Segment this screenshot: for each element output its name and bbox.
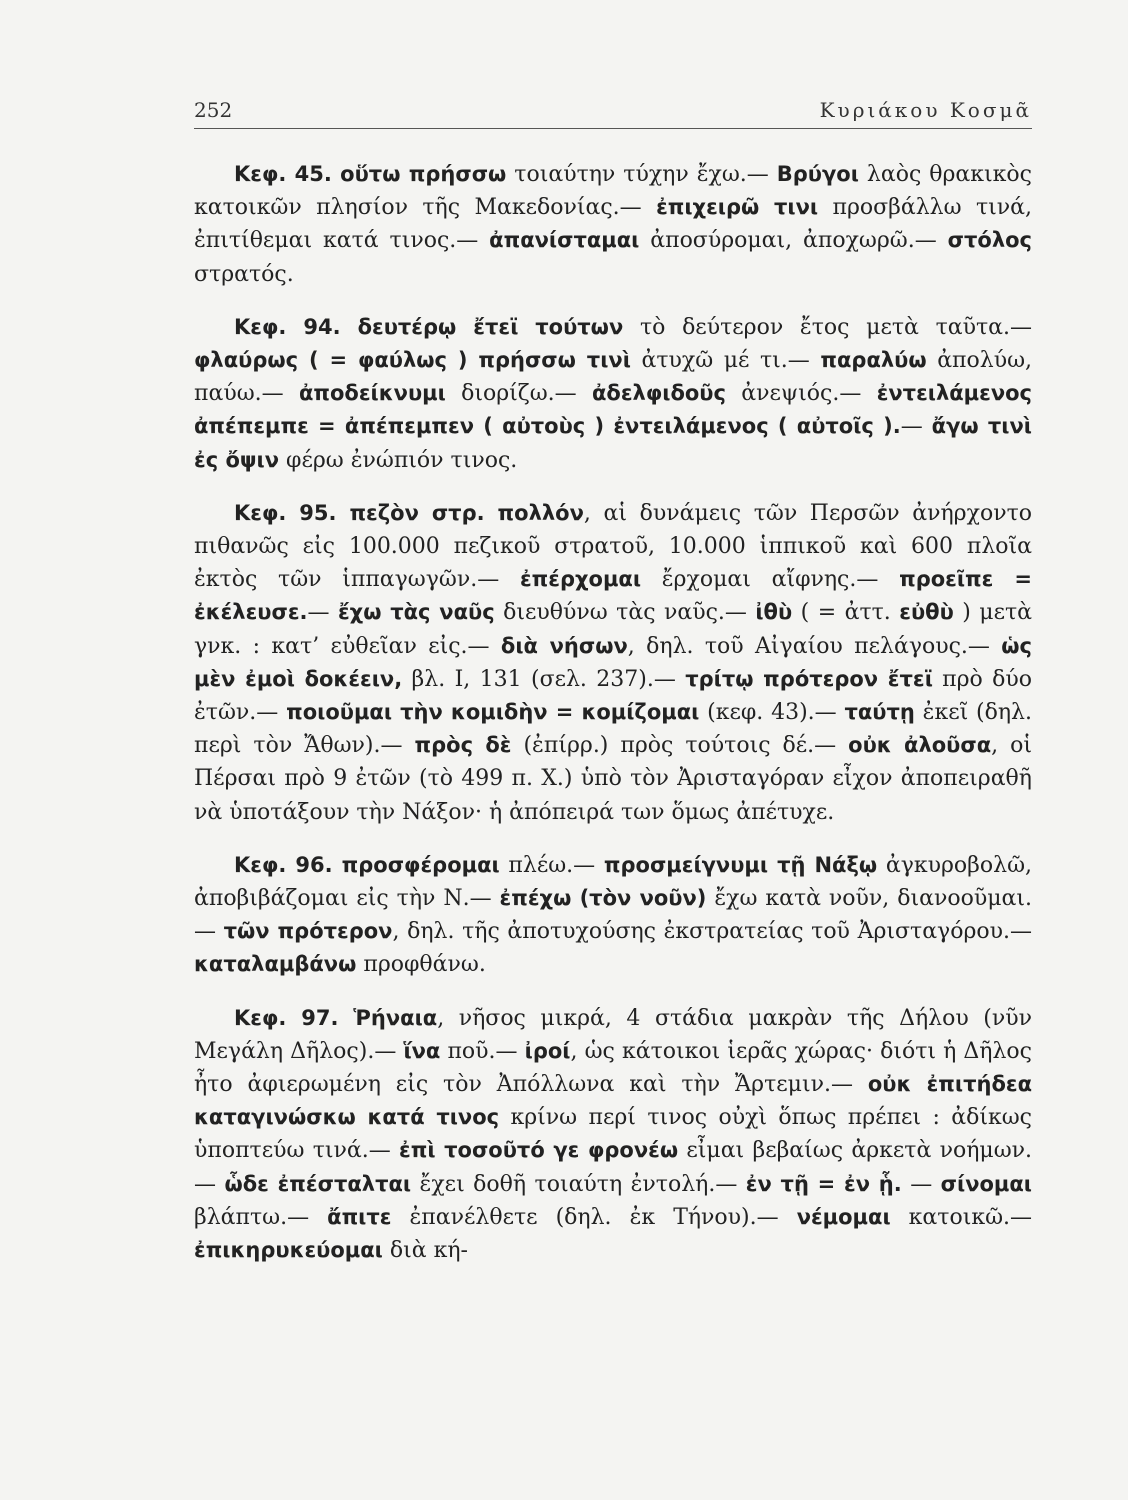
page-header [194, 98, 1032, 122]
headword: παραλύω [820, 348, 927, 373]
gloss-text: στρατός. [194, 261, 294, 287]
gloss-text: βλάπτω.— [194, 1204, 328, 1230]
gloss-text: ( = ἀττ. [792, 600, 900, 626]
gloss-text: , δηλ. τῆς ἀποτυχούσης ἐκστρατείας τοῦ Ἀρισταγόρου.— [392, 919, 1032, 945]
header-rule [194, 128, 1032, 129]
gloss-text: ἔχει δοθῆ τοιαύτη ἐντολή.— [411, 1171, 746, 1197]
headword: Κεφ. 97. Ῥήναια [234, 1005, 438, 1030]
gloss-text: — [901, 1171, 941, 1197]
gloss-text: ἐκεῖ (δηλ. περὶ τὸν Ἄθων).— [194, 700, 1032, 759]
gloss-text: ποῦ.— [440, 1038, 525, 1064]
headword: ἄγω τινὶ ἐς ὄψιν [194, 414, 1032, 472]
paragraph [194, 497, 1032, 829]
gloss-text: διευθύνω τὰς ναῦς.— [494, 600, 756, 626]
gloss-text: εἶμαι βεβαίως ἀρκετὰ νοήμων.— [194, 1138, 1032, 1197]
headword: στόλος [947, 228, 1032, 253]
gloss-text: ) μετὰ γνκ. : κατ’ εὐθεῖαν εἰς.— [194, 600, 1032, 659]
headword: προσμείγνυμι τῇ Νάξῳ [603, 852, 878, 877]
headword: ἐπιχειρῶ τινι [656, 195, 819, 220]
paragraph [194, 849, 1032, 982]
headword: ἔχω τὰς ναῦς [337, 600, 495, 625]
gloss-text: , νῆσος μικρά, 4 στάδια μακρὰν τῆς Δήλου (νῦν Μεγάλη Δῆλος).— [194, 1005, 1032, 1064]
page-number: 252 [194, 98, 233, 122]
gloss-text: (ἐπίρρ.) πρὸς τούτοις δέ.— [511, 733, 849, 759]
headword: πρὸς δὲ [414, 733, 512, 758]
headword: ἐπέρχομαι [519, 567, 642, 592]
gloss-text: βλ. I, 131 (σελ. 237).— [402, 666, 686, 692]
headword: ἵνα [403, 1038, 441, 1063]
gloss-text: ἀνεψιός.— [725, 381, 877, 407]
headword: τῶν πρότερον [223, 919, 393, 944]
headword: οὐκ ἀλοῦσα [848, 733, 992, 758]
gloss-text: κρίνω περί τινος οὐχὶ ὅπως πρέπει : ἀδίκως ὑποπτεύω τινά.— [194, 1105, 1032, 1164]
headword: ὡς μὲν ἐμοὶ δοκέειν, [194, 633, 1032, 691]
headword: ἐν τῇ = ἐν ᾗ. [745, 1171, 902, 1196]
gloss-text: ἀπολύω, παύω.— [194, 348, 1032, 407]
headword: ἰθὺ [755, 600, 793, 625]
headword: εὐθὺ [899, 600, 954, 625]
headword: τρίτῳ πρότερον ἔτεϊ [685, 666, 933, 691]
gloss-text: πλέω.— [499, 852, 604, 878]
gloss-text: ἔρχομαι αἴφνης.— [641, 567, 900, 593]
gloss-text: κατοικῶ.— [890, 1204, 1033, 1230]
headword: ἐπέχω (τὸν νοῦν) [499, 886, 707, 911]
headword: καταλαμβάνω [194, 952, 357, 977]
headword: οὐκ ἐπιτήδεα καταγινώσκω κατά τινος [194, 1072, 1032, 1130]
gloss-text: , δηλ. τοῦ Αἰγαίου πελάγους.— [627, 633, 1002, 659]
running-title: Κυριάκου Κοσμᾶ [819, 98, 1032, 122]
headword: ταύτῃ [844, 700, 915, 725]
gloss-text: λαὸς θρακικὸς κατοικῶν πλησίον τῆς Μακεδονίας.— [194, 162, 1032, 221]
headword: ὧδε ἐπέσταλται [224, 1171, 412, 1196]
headword: ἐπικηρυκεύομαι [194, 1238, 383, 1263]
gloss-text: — [900, 414, 932, 440]
paragraph [194, 311, 1032, 477]
gloss-text: διορίζω.— [445, 381, 592, 407]
headword: ἄπιτε [327, 1204, 392, 1229]
gloss-text: , ὡς κάτοικοι ἱερᾶς χώρας· διότι ἡ Δῆλος ἦτο ἀφιερωμένη εἰς τὸν Ἀπόλλωνα καὶ τὴν Ἄρτεμιν.— [194, 1038, 1032, 1098]
gloss-text: ἐπανέλθετε (δηλ. ἐκ Τήνου).— [391, 1204, 797, 1230]
gloss-text: — [307, 600, 338, 626]
gloss-text: τὸ δεύτερον ἔτος μετὰ ταῦτα.— [623, 314, 1032, 340]
headword: ποιοῦμαι τὴν κομιδὴν = κομίζομαι [286, 700, 700, 725]
headword: ἐντειλάμενος ἀπέπεμπε = ἀπέπεμπεν ( αὐτοὺς ) ἐντειλάμενος ( αὐτοῖς ). [194, 381, 1032, 439]
headword: ἀπανίσταμαι [489, 228, 640, 253]
headword: ἀδελφιδοῦς [592, 381, 726, 406]
headword: ἀποδείκνυμι [298, 381, 446, 406]
headword: προεῖπε = ἐκέλευσε. [194, 567, 1032, 625]
paragraph [194, 158, 1032, 291]
headword: Κεφ. 96. προσφέρομαι [234, 852, 500, 877]
paragraph [194, 1002, 1032, 1268]
gloss-text: προφθάνω. [356, 952, 486, 978]
headword: Κεφ. 95. πεζὸν στρ. πολλόν [234, 500, 584, 525]
headword: Κεφ. 45. οὕτω πρήσσω [234, 162, 507, 186]
gloss-text: προσβάλλω τινά, ἐπιτίθεμαι κατά τινος.— [194, 195, 1032, 254]
gloss-text: ἀγκυροβολῶ, ἀποβιβάζομαι εἰς τὴν Ν.— [194, 852, 1033, 912]
gloss-text: τοιαύτην τύχην ἔχω.— [506, 162, 777, 187]
gloss-text: , αἱ δυνάμεις τῶν Περσῶν ἀνήρχοντο πιθανῶς εἰς 100.000 πεζικοῦ στρατοῦ, 10.000 ἱππικοῦ καὶ 600 πλοῖα ἐκτὸς τῶν ἱππαγωγῶν.— [194, 500, 1032, 593]
headword: ἐπὶ τοσοῦτό γε φρονέω [399, 1138, 679, 1163]
headword: διὰ νήσων [500, 633, 628, 658]
headword: νέμομαι [796, 1204, 891, 1229]
gloss-text: πρὸ δύο ἐτῶν.— [194, 666, 1032, 726]
headword: Κεφ. 94. δευτέρῳ ἔτεϊ τούτων [234, 314, 624, 339]
gloss-text: , οἱ Πέρσαι πρὸ 9 ἐτῶν (τὸ 499 π. Χ.) ὑπὸ τὸν Ἀρισταγόραν εἶχον ἀποπειραθῆ νὰ ὑποτάξουν τὴν Νάξον· ἡ ἀπόπειρά των ὅμως ἀπέτυχε. [194, 733, 1033, 825]
gloss-text: ἔχω κατὰ νοῦν, διανοοῦμαι.— [194, 886, 1032, 945]
gloss-text: (κεφ. 43).— [699, 700, 845, 726]
headword: φλαύρως ( = φαύλως ) πρήσσω τινὶ [194, 348, 631, 373]
body-text [194, 158, 1032, 1287]
headword: σίνομαι [940, 1171, 1032, 1196]
headword: Βρύγοι [776, 162, 859, 186]
gloss-text: ἀποσύρομαι, ἀποχωρῶ.— [639, 228, 948, 254]
gloss-text: διὰ κή- [382, 1238, 468, 1264]
gloss-text: φέρω ἐνώπιόν τινος. [279, 447, 518, 473]
headword: ἰροί [524, 1038, 571, 1063]
gloss-text: ἀτυχῶ μέ τι.— [630, 348, 821, 374]
